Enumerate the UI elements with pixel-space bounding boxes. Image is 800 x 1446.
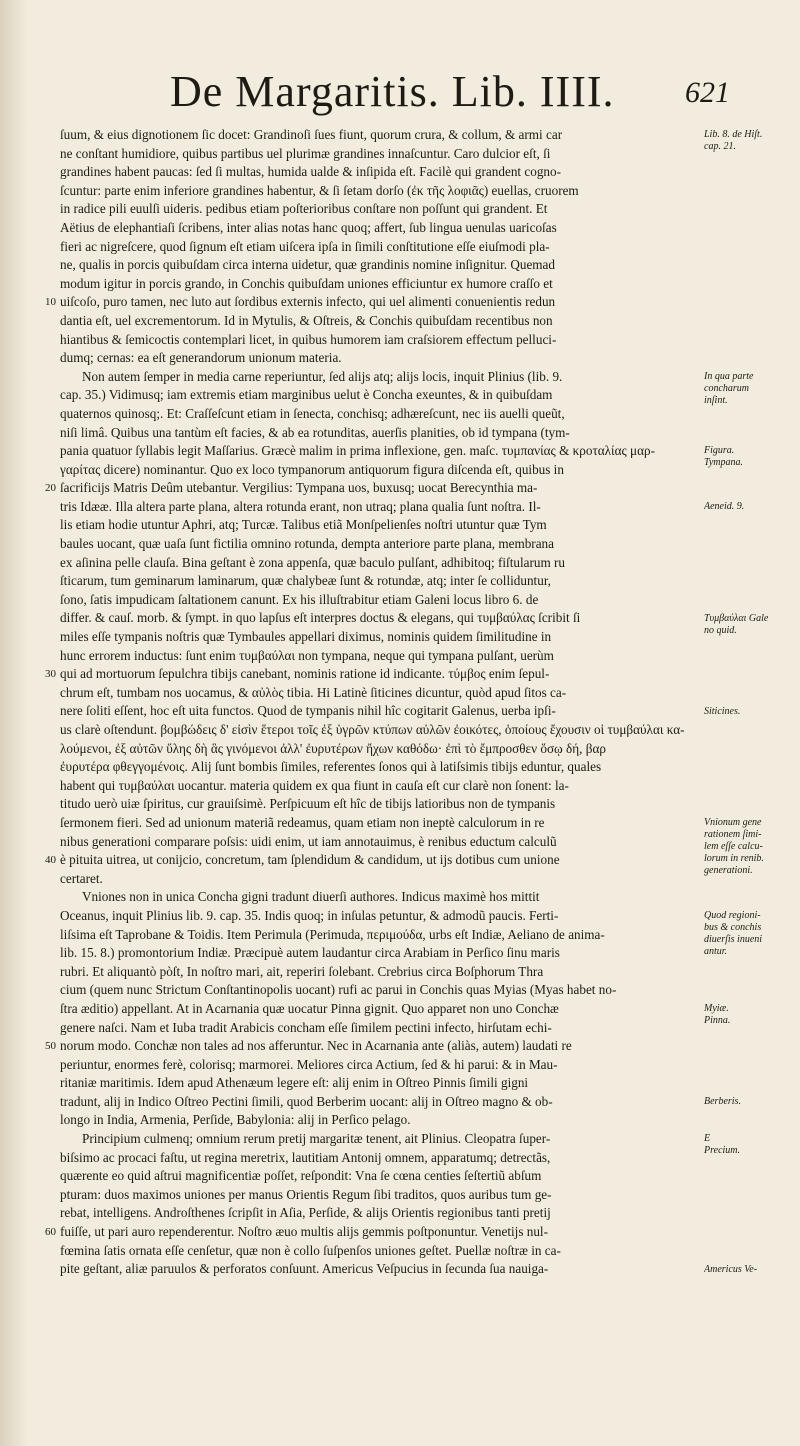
text-line (60, 442, 700, 461)
text-line (60, 424, 700, 443)
margin-note-line: inſint. (704, 394, 728, 406)
text-line (60, 721, 700, 740)
margin-note-line: lem eſſe calcu- (704, 841, 763, 853)
margin-note-line: Myiæ. (704, 1003, 729, 1015)
text-line (45, 293, 700, 312)
margin-note-line: Τυμβαύλαι Gale (704, 612, 769, 624)
line-text: tris Idææ. Illa altera parte plana, altera rotunda erant, non utraq; plana qualia ſunt noſtra. Il- (60, 498, 541, 514)
line-number: 10 (45, 296, 56, 309)
line-text: Principium culmenq; omnium rerum pretij margaritæ tenent, ait Plinius. Cleopatra ſuper- (82, 1131, 551, 1147)
text-line (60, 684, 700, 703)
margin-note (704, 1003, 798, 1027)
margin-note-line: Quod regioni- (704, 910, 761, 922)
text-line (60, 758, 700, 777)
line-text: rebat, intelligens. Androſthenes ſcripſit in Aſia, Perſide, & alijs Orientis regionibus tanti pretij (60, 1205, 551, 1221)
text-line (60, 535, 700, 554)
text-line (60, 516, 700, 535)
line-text: quaternos quinosq;. Et: Craſſeſcunt etiam in ſenecta, conchisq; adhæreſcunt, nec iis auelli queũt, (60, 405, 565, 421)
margin-note (704, 371, 798, 407)
line-text: miles eſſe tympanis noſtris quæ Tymbaules appellari diximus, nominis quidem ſimilitudine in (60, 629, 552, 645)
text-line (60, 386, 700, 405)
margin-note-line: no quid. (704, 624, 737, 636)
line-text: γαρίτας dicere) nominantur. Quo ex loco tympanorum antiquorum figura diſcenda eſt, quibus in (60, 461, 564, 477)
line-text: chrum eſt, tumbam nos uocamus, & αὐλὸς tibia. Hi Latinè ſiticines dicuntur, quòd apud ſitos ca- (60, 684, 567, 700)
margin-note (704, 1133, 798, 1157)
margin-note-line: concharum (704, 382, 749, 394)
margin-note (704, 129, 798, 153)
margin-note-line: Tympana. (704, 457, 743, 469)
line-text: rubri. Et aliquantò pòſt, In noſtro mari, ait, reperiri ſolebant. Crebrius circa Boſphorum Thra (60, 963, 544, 979)
text-line (60, 777, 700, 796)
line-text: norum modo. Conchæ non tales ad nos afferuntur. Nec in Acarnania ante (aliàs, autem) laudati re (60, 1038, 572, 1054)
margin-note-line: diuerſis inueni (704, 934, 763, 946)
line-text: lib. 15. 8.) promontorium Indiæ. Præcipuè autem laudantur circa Arabiam in Perſico ſinu maris (60, 945, 560, 961)
text-body (45, 126, 700, 1277)
line-text: differ. & cauſ. morb. & ſympt. in quo lapſus eſt interpres doctus & elegans, qui τυμβαύλας ſcribit ſi (60, 610, 581, 626)
line-text: ritaniæ maritimis. Idem apud Athenæum legere eſt: alij enim in Oſtreo Pinnis ſimili gigni (60, 1075, 529, 1091)
margin-note-line: Berberis. (704, 1096, 741, 1108)
line-text: fœmina ſatis ornata eſſe cenſetur, quæ non è collo ſuſpenſos uniones geſtet. Puellæ noſtræ in ca- (60, 1242, 561, 1258)
line-text: pania quatuor ſyllabis legit Maſſarius. Græcè malim in prima inflexione, gen. maſc. τυμπανίας & κροταλίας μαρ- (60, 443, 655, 459)
margin-note (704, 910, 798, 958)
text-line (60, 1167, 700, 1186)
margin-note-line: E (704, 1133, 711, 1145)
margin-note-line: Lib. 8. de Hiſt. (704, 129, 763, 140)
line-text: liſsima eſt Taprobane & Toidis. Item Perimula (Perimuda, περιμούδα, urbs eſt Indiæ, Aeliano de anima- (60, 926, 605, 942)
line-text: fuiſſe, ut pari auro rependerentur. Noſtro æuo multis alijs gemmis poſtponuntur. Venetijs nul- (60, 1224, 548, 1240)
line-text: niſi limâ. Quibus una tantùm eſt facies, & ab ea rotunditas, auerſis planities, ob id tympana (tym- (60, 424, 570, 440)
line-text: ne, qualis in porcis quibuſdam circa interna uidetur, quæ grandinis nomine inſignitur. Quemad (60, 257, 556, 273)
line-text: cium (quem nunc Strictum Conſtantinopolis uocant) rufi ac parui in Conchis quas Myias (Myas habet no- (60, 982, 617, 998)
text-line (60, 126, 700, 145)
text-line (60, 349, 700, 368)
margin-note (704, 1264, 798, 1276)
text-line (60, 572, 700, 591)
line-text: lis etiam hodie utuntur Aphri, atq; Turcæ. Talibus etiã Monſpelienſes noſtri utuntur quæ Tym (60, 517, 547, 533)
line-text: ex aſinina pelle clauſa. Bina geſtant è zona appenſa, quæ baculo pulſant, adhibitoq; fiſtularum ru (60, 554, 565, 570)
line-text: uiſcoſo, puro tamen, nec luto aut ſordibus externis infecto, qui uel alimenti conuenientis redun (60, 294, 556, 310)
text-line (60, 145, 700, 164)
text-line (60, 1149, 700, 1168)
line-text: genere naſci. Nam et Iuba tradit Arabicis concham eſſe ſimilem pectini infecto, hirſutam echi- (60, 1019, 552, 1035)
text-line (60, 1000, 700, 1019)
page-header (170, 66, 730, 126)
line-text: ſono, ſatis impudicam ſaltationem canunt. Ex his illuſtrabitur etiam Galeni locus libro 6. de (60, 591, 539, 607)
text-line (60, 498, 700, 517)
text-line (60, 870, 700, 889)
line-text: quærente eo quid aſtrui magnificentiæ poſſet, reſpondit: Vna ſe cœna centies ſeſtertiũ abſum (60, 1168, 542, 1184)
line-text: ſcuntur: parte enim inferiore grandines habentur, & ſi ſetam dorſo (ἐκ τῆς λοφιᾶς) euellas, cruorem (60, 182, 579, 198)
text-line (45, 1037, 700, 1056)
margin-note (704, 706, 798, 718)
text-line (60, 888, 700, 907)
text-line (60, 795, 700, 814)
text-line (60, 182, 700, 201)
margin-note-line: lorum in renib. (704, 853, 764, 865)
text-line (60, 256, 700, 275)
line-text: biſsimo ac procaci faſtu, ut regina meretrix, lautitiam Antonij omnem, apparatumq; detrectãs, (60, 1149, 551, 1165)
line-number: 60 (45, 1226, 56, 1239)
page-gutter-shadow (0, 0, 28, 1446)
line-text: nere ſoliti eſſent, hoc eſt uita functos. Quod de tympanis nihil hîc cogitarit Galenus, uerba ipſi- (60, 703, 556, 719)
text-line (60, 981, 700, 1000)
text-line (60, 1074, 700, 1093)
margin-note-line: bus & conchis (704, 922, 762, 934)
margin-note (704, 817, 798, 877)
text-line (45, 479, 700, 498)
text-line (60, 814, 700, 833)
line-number: 40 (45, 854, 56, 867)
text-line (45, 665, 700, 684)
line-text: ne conſtant humidiore, quibus partibus uel plurimæ grandines innaſcuntur. Caro dulcior eſt, ſi (60, 145, 551, 161)
line-text: baules uocant, quæ uaſa ſunt fictilia omnino rotunda, dempta anteriore parte plana, membrana (60, 536, 554, 552)
margin-note-line: generationi. (704, 865, 753, 877)
line-text: titudo uerò uiæ ſpiritus, cur grauiſsimè. Perſpicuum eſt hîc de tibijs latioribus non de tympanis (60, 796, 556, 812)
text-line (60, 219, 700, 238)
line-number: 50 (45, 1040, 56, 1053)
text-line (60, 591, 700, 610)
text-line (60, 331, 700, 350)
line-text: pturam: duos maximos uniones per manus Orientis Regum ſibi traditos, quos auribus tum ge- (60, 1186, 552, 1202)
text-line (45, 1223, 700, 1242)
text-line (60, 238, 700, 257)
margin-note-line: Americus Ve- (704, 1263, 758, 1275)
line-text: hunc errorem inductus: ſunt enim τυμβαύλαι non tympana, neque qui tympana pulſant, uerùm (60, 647, 554, 663)
text-line (60, 647, 700, 666)
text-line (60, 609, 700, 628)
line-number: 20 (45, 482, 56, 495)
margin-note-line: Pinna. (704, 1015, 731, 1027)
line-text: ſtra æditio) appellant. At in Acarnania quæ uocatur Pinna gignit. Quo apparet non uno Conchæ (60, 1000, 559, 1016)
margin-note-line: cap. 21. (704, 141, 736, 152)
line-text: Vniones non in unica Concha gigni tradunt diuerſi authores. Indicus maximè hos mittit (82, 889, 540, 905)
line-text: ſermonem fieri. Sed ad unionum materiã redeamus, quam etiam non ineptè calculorum in re (60, 814, 545, 830)
text-line (60, 1186, 700, 1205)
line-text: pite geſtant, aliæ paruulos & perforatos conſuunt. Americus Veſpucius in ſecunda ſua nauiga- (60, 1261, 549, 1277)
text-line (60, 926, 700, 945)
text-line (60, 405, 700, 424)
line-text: modum igitur in porcis grando, in Conchis quibuſdam uniones efficiuntur ex humore craſſo et (60, 275, 553, 291)
text-line (60, 1204, 700, 1223)
line-text: grandines habent paucas: ſed ſi multas, humida ualde & inſipida eſt. Facilè qui grandent cogno- (60, 164, 561, 180)
line-text: fieri ac nigreſcere, quod ſignum eſt etiam uiſcera ipſa in ſimili conſtitutione eſſe eiuſmodi pla- (60, 238, 550, 254)
text-line (60, 554, 700, 573)
text-line (60, 1242, 700, 1261)
text-line (60, 944, 700, 963)
text-line (60, 1093, 700, 1112)
line-text: Aëtius de elephantiaſi ſcribens, inter alias notas hanc quoq; affert, ſub lingua uenulas uaricoſas (60, 219, 557, 235)
running-title: De Margaritis. Lib. IIII. (170, 67, 615, 116)
text-line (60, 907, 700, 926)
text-line (60, 833, 700, 852)
text-line (60, 702, 700, 721)
line-text: us clarè oſtendunt. βομβώδεις δ' εἰσὶν ἕτεροι τοῖς ἐξ ὑγρῶν κτύπων αὐλῶν ἐοικότες, ὁποίους ἔχουσιν οἱ τυμβαύλαι κα- (60, 722, 685, 737)
margin-note-line: Siticines. (704, 705, 741, 717)
margin-note-line: Precium. (704, 1145, 741, 1157)
line-text: ἐυρυτέρα φθεγγομένοις. Alij ſunt bombis ſimiles, referentes ſonos qui à latiſsimis tibijs eduntur, quales (60, 759, 602, 775)
line-text: ſacrificijs Matris Deûm utebantur. Vergilius: Tympana uos, buxusq; uocat Berecynthia ma- (60, 480, 538, 496)
line-text: Non autem ſemper in media carne reperiuntur, ſed alijs atq; alijs locis, inquit Plinius (lib. 9. (82, 368, 563, 384)
margin-note (704, 501, 798, 513)
margin-note (704, 1096, 798, 1108)
line-number: 30 (45, 668, 56, 681)
line-text: hiantibus & ſemicoctis contemplari licet, in quibus humorem iam craſsiorem effectum pelluci- (60, 331, 557, 347)
line-text: periuntur, enormes ferè, colorisq; marmorei. Meliores circa Actium, ſed & hi parui: & in Mau- (60, 1056, 558, 1072)
line-text: ſuum, & eius dignotionem ſic docet: Grandinoſi ſues fiunt, quorum crura, & collum, & armi car (60, 127, 563, 142)
margin-note-line: In qua parte (704, 370, 754, 382)
line-text: tradunt, alij in Indico Oſtreo Pectini ſimili, quod Berberim uocant: alij in Oſtreo magno & ob- (60, 1093, 553, 1109)
line-text: Oceanus, inquit Plinius lib. 9. cap. 35. Indis quoq; in inſulas petuntur, & admodũ paucis. Ferti- (60, 907, 559, 923)
line-text: nibus generationi comparare poſsis: uidi enim, ut iam annotauimus, è renibus eductum calculũ (60, 833, 557, 849)
line-text: dumq; cernas: ea eſt generandorum unionum materia. (60, 350, 342, 366)
text-line (60, 1111, 700, 1130)
margin-note (704, 613, 798, 637)
line-text: cap. 35.) Vidimusq; iam extremis etiam marginibus uelut è Concha exeuntes, & in quibuſdam (60, 387, 553, 403)
margin-note-line: Figura. (704, 445, 735, 457)
margin-note-line: Vnionum gene (704, 817, 762, 829)
line-text: habent qui τυμβαύλαι uocantur. materia quidem ex qua fiunt in cauſa eſt cur clarè non ſonent: la- (60, 777, 569, 793)
text-line (60, 1260, 700, 1279)
margin-note (704, 445, 798, 469)
text-line (60, 628, 700, 647)
text-line (60, 312, 700, 331)
line-text: longo in India, Armenia, Perſide, Babylonia: alij in Perſico pelago. (60, 1112, 411, 1128)
text-line (60, 275, 700, 294)
text-line (60, 1130, 700, 1149)
text-line (60, 1019, 700, 1038)
line-text: ſticarum, tum geminarum laminarum, quæ chalybeæ ſunt & rotundæ, atq; inter ſe colliduntur, (60, 573, 551, 589)
line-text: certaret. (60, 870, 103, 886)
line-text: in radice pili euulſi uideris. pedibus etiam poſterioribus conſtare non poſſunt qui grandent. Et (60, 201, 548, 217)
text-line (60, 1056, 700, 1075)
margin-note-line: Aeneid. 9. (704, 501, 745, 512)
line-text: è pituita uitrea, ut conijcio, concretum, tam ſplendidum & candidum, ut ijs dotibus cum unione (60, 852, 560, 868)
line-text: qui ad mortuorum ſepulchra tibijs canebant, nominis ratione id indicante. τύμβος enim ſepul- (60, 666, 550, 682)
text-line (60, 740, 700, 759)
page-number: 621 (685, 76, 730, 109)
text-line (60, 963, 700, 982)
margin-note-line: rationem ſimi- (704, 829, 762, 841)
line-text: dantia eſt, uel excrementorum. Id in Mytulis, & Oſtreis, & Conchis quibuſdam recentibus non (60, 312, 553, 328)
margin-note-line: antur. (704, 946, 728, 958)
text-line (60, 461, 700, 480)
text-line (45, 851, 700, 870)
text-line (60, 368, 700, 387)
line-text: λούμενοι, ἐξ αὐτῶν ὕλης δὴ ἃς γινόμενοι ἀλλ' ἐυρυτέρων ἤχων καθόδω· ἐπὶ τὸ ἔμπροσθεν ὅσῳ δή, βαρ (60, 740, 606, 756)
text-line (60, 200, 700, 219)
text-line (60, 163, 700, 182)
